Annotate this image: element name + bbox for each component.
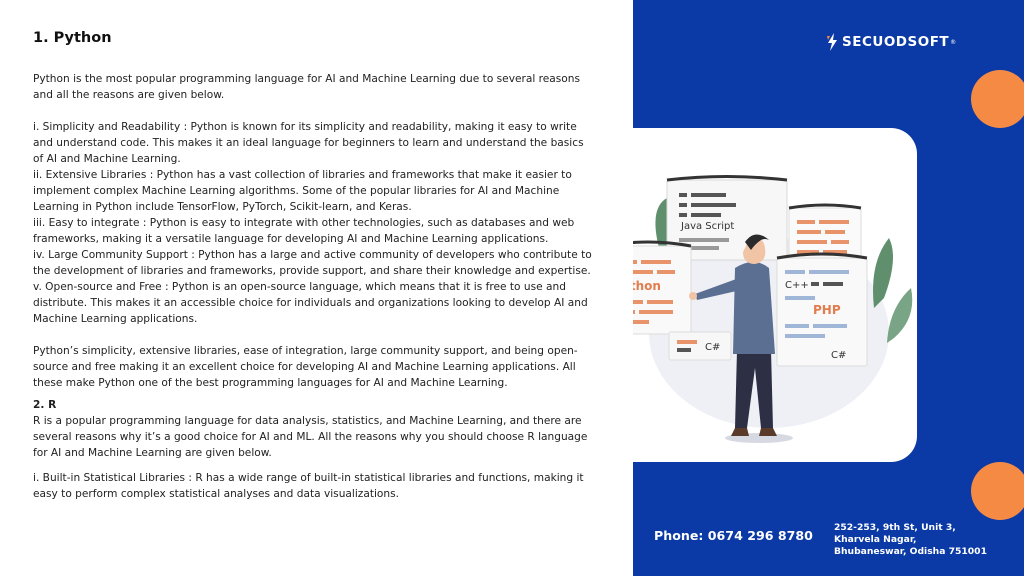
registered-mark: ®: [950, 38, 957, 46]
spacer: [33, 461, 593, 470]
address-line-2: Kharvela Nagar,: [834, 534, 917, 545]
company-logo[interactable]: [825, 31, 956, 53]
r-point-1: i. Built-in Statistical Libraries : R has a wide range of built-in statistical libraries and functions, making it easy to perform complex statistical analyses and data visualizations.: [33, 472, 584, 500]
python-point-3: iii. Easy to integrate : Python is easy to integrate with other technologies, such as databases and web frameworks, making it a versatile language for developing AI and Machine Learning applications.: [33, 217, 575, 245]
logo-text: SECUODSOFT: [842, 34, 950, 50]
python-point-5: v. Open-source and Free : Python is an open-source language, which means that it is free to use and distribute. This makes it an accessible choice for individuals and organizations looking to develop AI and Machine Learning applications.: [33, 281, 588, 325]
decorative-circle-top: [971, 70, 1024, 128]
python-point-2: ii. Extensive Libraries : Python has a vast collection of libraries and frameworks that make it easier to implement complex Machine Learning algorithms. Some of the popular libraries for AI and Machine Learning in Python include TensorFlow, PyTorch, Scikit-learn, and Keras.: [33, 169, 572, 213]
label-javascript: Java Script: [681, 221, 735, 232]
section-title-r: 2. R: [33, 399, 57, 411]
label-cpp: C++: [785, 280, 809, 291]
decorative-circle-bottom: [971, 462, 1024, 520]
contact-phone[interactable]: Phone: 0674 296 8780: [654, 528, 813, 543]
label-csharp-left: C#: [705, 342, 721, 353]
r-intro: R is a popular programming language for data analysis, statistics, and Machine Learning, and there are several reasons why it’s a good choice for AI and ML. All the reasons why you should choose R language for AI and Machine Learning are given below.: [33, 415, 588, 459]
article-content: [33, 30, 593, 502]
illustration-card: [613, 128, 917, 462]
contact-address: [834, 522, 987, 558]
python-intro: Python is the most popular programming language for AI and Machine Learning due to several reasons and all the reasons are given below.: [33, 73, 581, 101]
spacer: [33, 103, 593, 119]
programming-languages-illustration: [613, 128, 919, 462]
label-csharp-right: C#: [831, 350, 847, 361]
section-title-python: 1. Python: [33, 30, 112, 46]
python-point-4: iv. Large Community Support : Python has a large and active community of developers who contribute to the development of libraries and frameworks, provide support, and share their knowledge and expertise.: [33, 249, 592, 277]
python-summary: Python’s simplicity, extensive libraries, ease of integration, large community support, and being open-source and free making it an excellent choice for developing AI and Machine Learning applications. All these make Python one of the best programming languages for AI and Machine Learning.: [33, 345, 578, 389]
python-point-1: i. Simplicity and Readability : Python is known for its simplicity and readability, making it easy to write and understand code. This makes it an ideal language for beginners to learn and understand the basics of AI and Machine Learning.: [33, 121, 584, 165]
address-line-1: 252-253, 9th St, Unit 3,: [834, 522, 956, 533]
label-php: PHP: [813, 303, 841, 317]
label-python: Python: [613, 279, 661, 293]
spacer: [33, 327, 593, 343]
logo-mark-icon: [825, 32, 839, 52]
address-line-3: Bhubaneswar, Odisha 751001: [834, 546, 987, 557]
brand-panel: [613, 0, 1024, 576]
